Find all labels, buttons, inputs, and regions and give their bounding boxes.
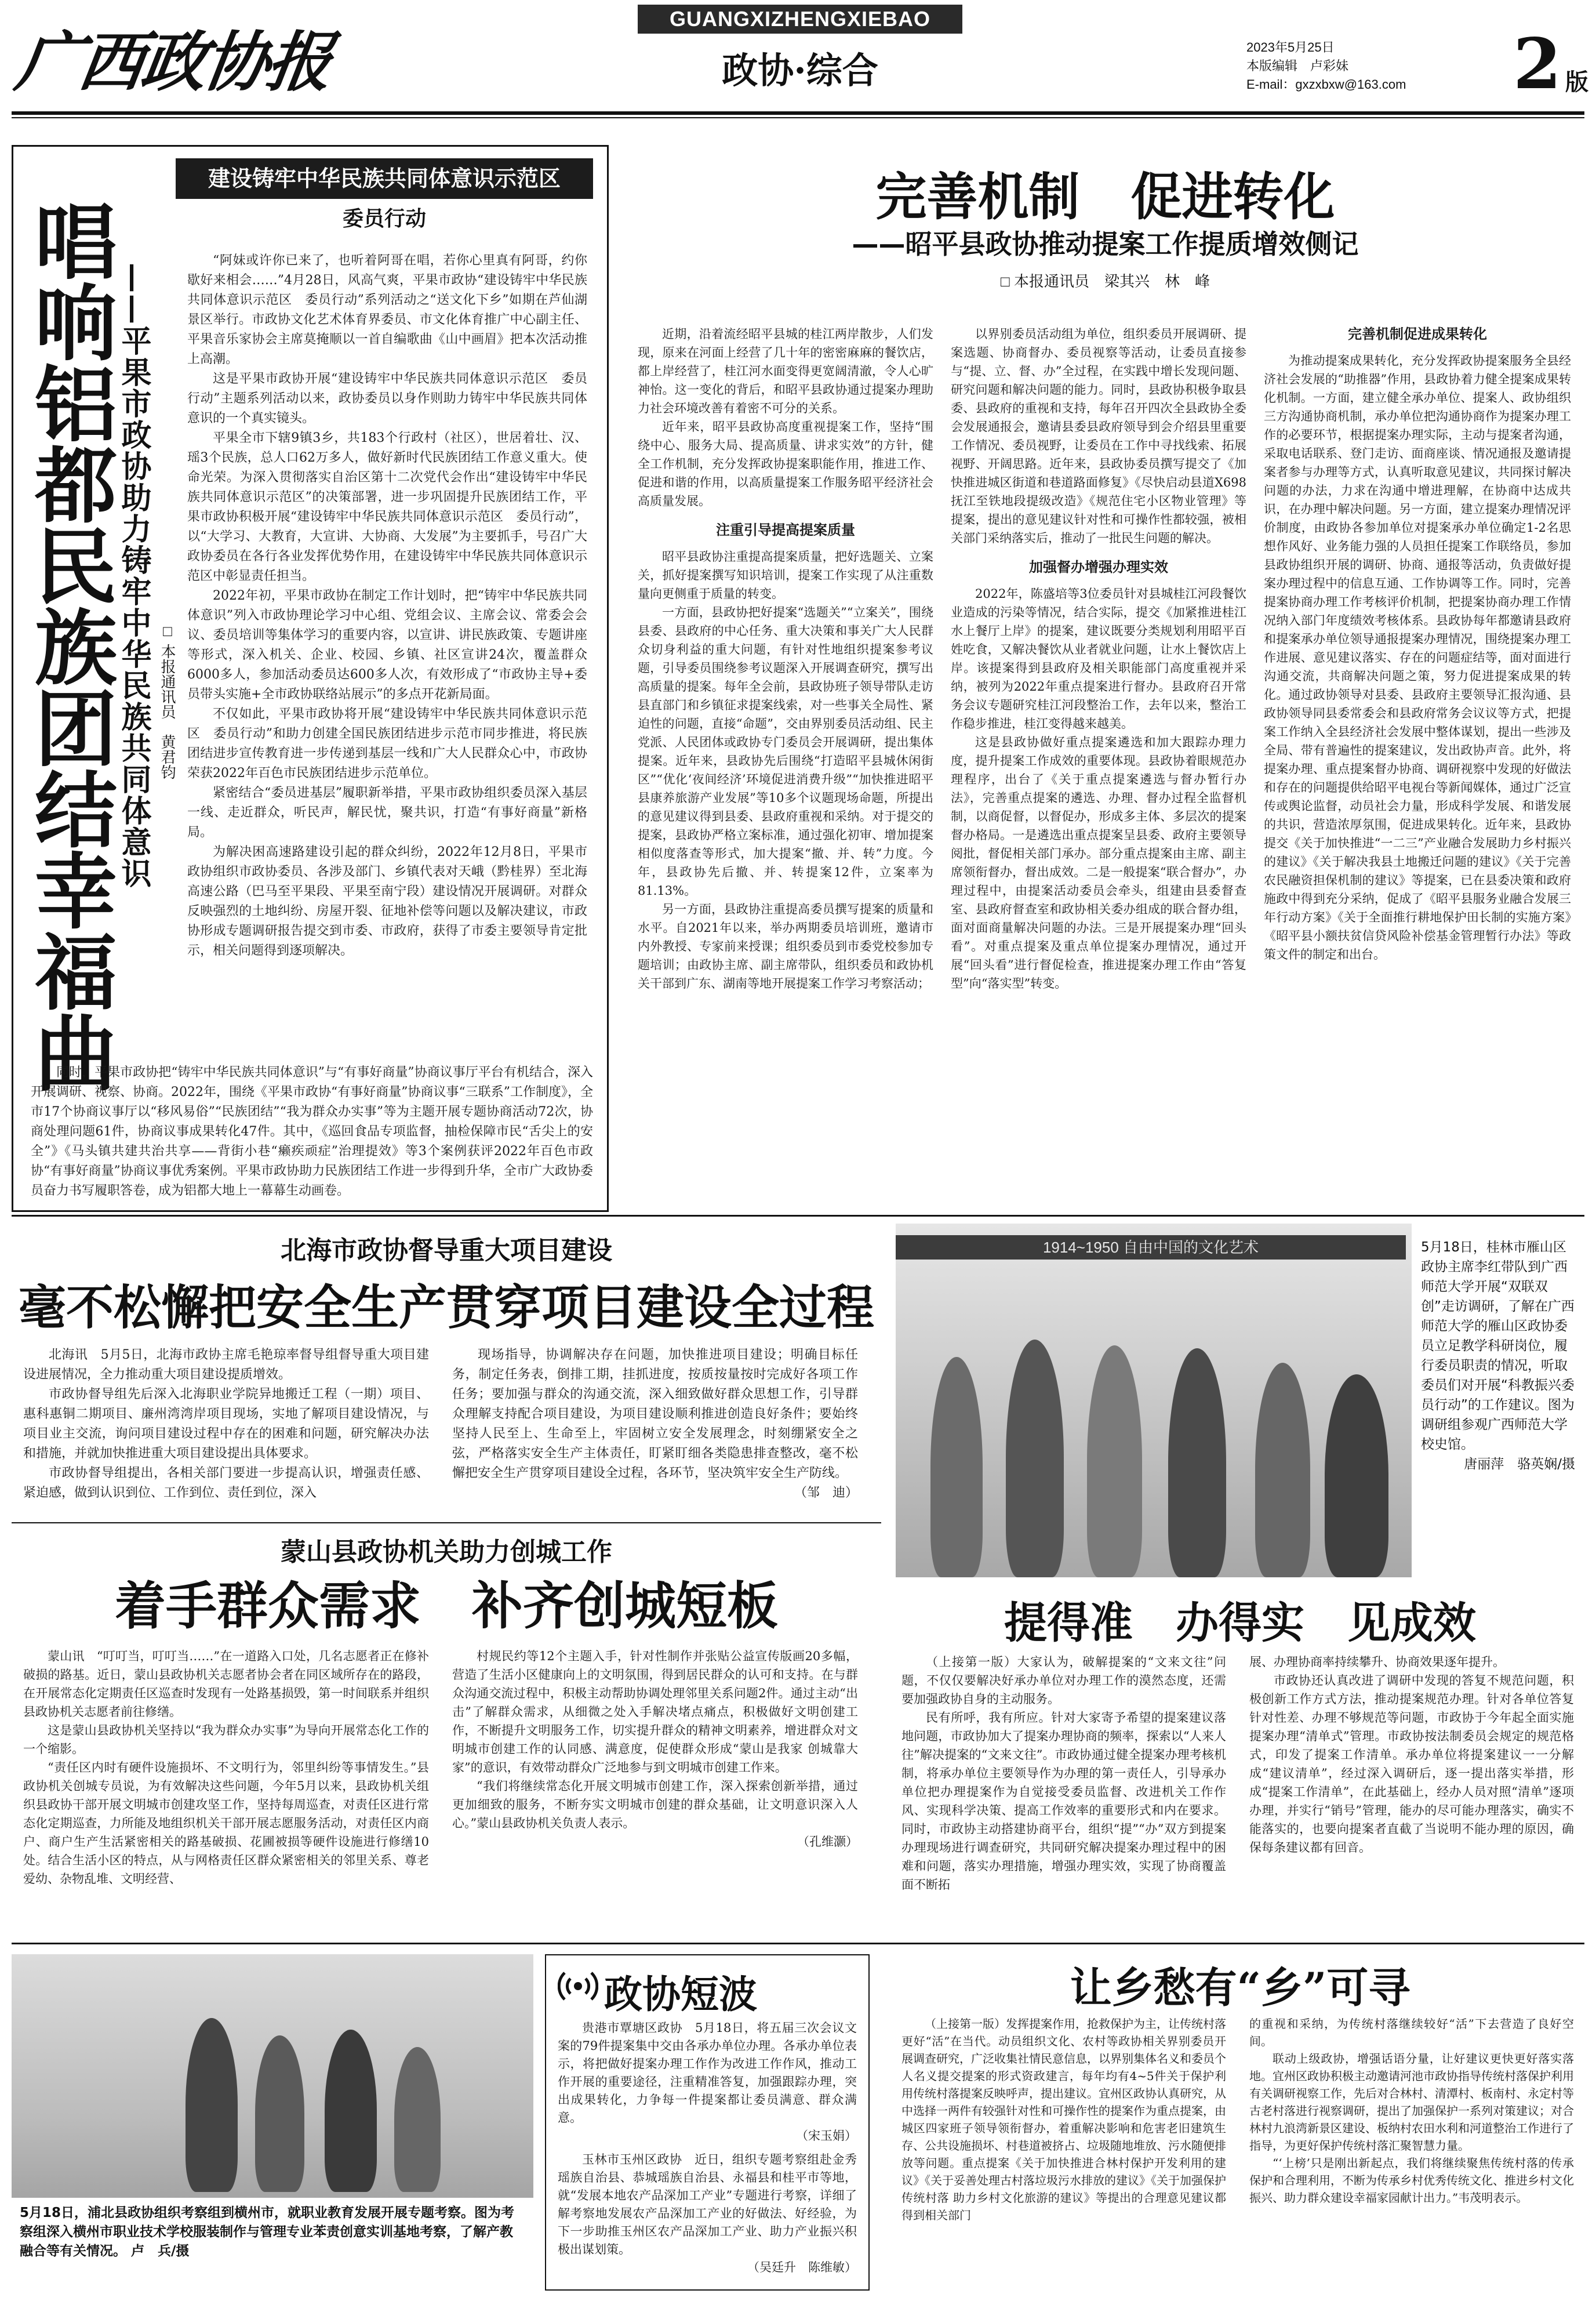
- paragraph: 不仅如此，平果市政协将开展“建设铸牢中华民族共同体意识示范区 委员行动”和助力创建全国民族团结进步示范市同步推进，将民族团结进步宣传教育进一步传递到基层一线和广大人民群众心中，市政协荣获2022年百色市民族团结进步示范单位。: [187, 707, 587, 781]
- pinyin-banner: GUANGXIZHENGXIEBAO: [638, 5, 962, 34]
- signoff: （邹 迪）: [794, 1486, 858, 1500]
- paragraph: 另一方面，县政协注重提高委员撰写提案的质量和水平。自2021年以来，举办两期委员培训班，邀请市内外教授、专家前来授课；组织委员到市委党校参加专题培训；由政协主席、副主席带队，组织委员和政协机关干部到广东、湖南等地开展提案工作学习考察活动；: [638, 902, 933, 990]
- subheading: 注重引导提高提案质量: [716, 522, 855, 538]
- paragraph: 2022年初，平果市政协在制定工作计划时，把“铸牢中华民族共同体意识”列入市政协理论学习中心组、党组会议、主席会议、常委会会议、委员培训等集体学习的重要内容，以宣讲、讲民族政策、专题讲座等形式，深入机关、企业、校园、乡镇、社区宣讲24次，覆盖群众6000多人，参加活动委员达600多人次，有效形成了“市政协主导+委员带头实施+全市政协联络站展示”的多点开花新局面。: [187, 589, 587, 702]
- briefs-title: 政协短波: [604, 1972, 757, 2017]
- paragraph: 民有所呼，我有所应。针对大家寄予希望的提案建议落地问题，市政协加大了提案办理协商的频率，探索以“人来人往”解决提案的“文来文往”。市政协通过健全提案办理考核机制，将承办单位主要领导作为办理的第一责任人，引导承办单位把办理提案作为自觉接受委员监督、改进机关工作作风、实现科学决策、提高工作效率的重要形式和内在要求。同时，市政协主动搭建协商平台，组织“提”“办”双方到提案办理现场进行调查研究，共同研究解决提案办理过程中的困难和问题，落实办理措施，增强办理实效，实现了协商覆盖面不断拓: [901, 1711, 1226, 1892]
- briefs-body: [558, 2019, 857, 2277]
- article-proposals: [896, 1589, 1584, 1937]
- article1-byline: □ 本报通讯员 黄君钧: [159, 622, 176, 780]
- photo2-credit: 卢 兵/摄: [131, 2244, 190, 2259]
- paragraph: “责任区内时有硬件设施损坏、不文明行为，邻里纠纷等事情发生。”县政协机关创城专员说，为有效解决这些问题，今年5月以来，县政协机关组织县政协干部开展文明城市创建攻坚工作，坚持每周巡查，对责任区进行常态化定期巡查，力所能及地组织机关干部开展志愿服务活动，对责任区内商户、商户生产生活紧密相关的路基破损、花圃被损等硬件设施进行修缮10处。结合生活小区的特点，从与网格责任区群众紧密相关的邻里关系、尊老爱幼、杂物乱堆、文明经营、: [23, 1761, 429, 1886]
- paragraph: （上接第一版）发挥提案作用，抢救保护为主，让传统村落更好“活”在当代。动员组织文化、农村等政协相关界别委员开展调查研究，广泛收集社情民意信息，以界别集体名义和委员个人名义提交提案的形式资政建言，每年均有4~5件关于保护利用传统村落提案反映呼声，提出建议。宜州区政协认真研究，从中选择一两件有较强针对性和可操作性的提案作为重点提案，由城区四家班子领导领衔督办，着重解决影响和危害老旧建筑生存、公共设施损坏、村巷道被挤占、垃圾随地堆放、污水随便排放等问题。重点提案《关于加快推进合林村保护开发利用的建议》《关于妥善处理古村落垃圾污水排放的建议》《关于加强保护传统村落 助力乡村文化旅游的建议》等提出的合理意见建议都得到相关部门: [901, 2017, 1226, 2222]
- article4-kicker: 蒙山县政协机关助力创城工作: [281, 1537, 612, 1567]
- paragraph: 这是蒙山县政协机关坚持以“我为群众办实事”为导向开展常态化工作的一个缩影。: [23, 1723, 429, 1756]
- article6-title: 让乡愁有“乡”可寻: [1070, 1963, 1410, 2012]
- person-figure: [1006, 1340, 1064, 1577]
- masthead: [0, 0, 1596, 116]
- paragraph: 紧密结合“委员进基层”履职新举措，平果市政协组织委员深入基层一线、走近群众，听民声，解民忧，聚共识，打造“有事好商量”新格局。: [187, 786, 587, 840]
- issue-info: [1246, 38, 1406, 94]
- brief-item: 贵港市覃塘区政协 5月18日，将五届三次会议文案的79件提案集中交由各承办单位办理。各承办单位表示，将把做好提案办理工作作为改进工作作风，推动工作开展的重要途径，注重精准答复，加强跟踪办理，突出成果转化，力争每一件提案都让委员满意、群众满意。: [558, 2021, 857, 2125]
- article1-subtitle: ——平果市政协助力铸牢中华民族共同体意识: [116, 263, 151, 889]
- paragraph: 为解决困高速路建设引起的群众纠纷，2022年12月8日，平果市政协组织市政协委员、各涉及部门、乡镇代表对天峨（黔桂界）至北海高速公路（巴马至平果段、平果至南宁段）建设情况开展调研。对群众反映强烈的土地纠纷、房屋开裂、征地补偿等问题以及解决建议，市政协形成专题调研报告提交到市委、市政府，获得了市委主要领导肯定批示，相关问题得到逐项解决。: [187, 845, 587, 958]
- article2-byline: □ 本报通讯员 梁其兴 林 峰: [1001, 273, 1210, 290]
- paragraph: 平果全市下辖9镇3乡，共183个行政村（社区），世居着壮、汉、瑶3个民族，总人口62万多人，做好新时代民族团结工作意义重大。使命光荣。为深入贯彻落实自治区第十二次党代会作出“建设铸牢中华民族共同体意识示范区”的决策部署，进一步巩固提升民族团结工作，平果市政协积极开展“建设铸牢中华民族共同体意识示范区 委员行动”，以“大学习、大教育，大宣讲、大协商、大发展”为主要抓手，号召广大政协委员在各行各业发挥优势作用，在建设铸牢中华民族共同体意识示范区中彰显责任担当。: [187, 431, 587, 583]
- subheading: 完善机制促进成果转化: [1348, 326, 1487, 342]
- article-village: [896, 1954, 1584, 2296]
- paragraph: 现场指导，协调解决存在问题，加快推进项目建设；明确目标任务，制定任务表，倒排工期，挂抓进度，按质按量按时完成好各项工作任务；要加强与群众的沟通交流，深入细致做好群众思想工作，引导群众理解支持配合项目建设，为项目建设顺利推进创造良好条件；要始终坚持人民至上、生命至上，牢固树立安全发展理念，时刻绷紧安全之弦，严格落实安全生产主体责任，盯紧盯细各类隐患排查整改，毫不松懈把安全生产贯穿项目建设全过程，各环节，坚决筑牢安全生产防线。: [452, 1348, 858, 1480]
- article3-col1: [23, 1345, 429, 1503]
- article-mengshan: [12, 1531, 881, 1937]
- article1-body-wide: [31, 1063, 593, 1201]
- masthead-rule-thin: [12, 117, 1584, 118]
- article4-title: 着手群众需求 补齐创城短板: [114, 1576, 778, 1636]
- section-title: 政协·综合: [722, 49, 878, 92]
- paragraph: 以界别委员活动组为单位，组织委员开展调研、提案选题、协商督办、委员视察等活动，让委员直接参与“提、立、督、办”全过程，在实践中增长发现问题、研究问题和解决问题的能力。同时，县政协积极争取县委、县政府的重视和支持，每年召开四次全县政协全委会发展通报会，邀请县委县政府领导到会介绍县里重要工作情况、委员视野，让委员在工作中寻找线索、拓展视野、开阔思路。近年来，县政协委员撰写提交了《加快推进城区街道和巷道路面修复》《尽快启动县道X698抚江至铁地段提级改造》《规范住宅小区物业管理》等提案，提出的意见建议针对性和可操作性都较强，被相关部门采纳落实后，推动了一批民生问题的解决。: [951, 327, 1246, 545]
- section-divider: [12, 1522, 881, 1523]
- paragraph: 同时，平果市政协把“铸牢中华民族共同体意识”与“有事好商量”协商议事厅平台有机结合，深入开展调研、视察、协商。2022年，围绕《平果市政协“有事好商量”协商议事“三联系”工作制度》，全市17个协商议事厅以“移风易俗”“民族团结”“我为群众办实事”等为主题开展专题协商活动72次，协商处理问题61件，协商议事成果转化47件。其中，《巡回食品专项监督，抽检保障市民“舌尖上的安全”》《马头镇共建共治共享——背街小巷“癞疾顽症”治理提效》等3个案例获评2022年百色市政协“有事好商量”协商议事优秀案例。平果市政协助力民族团结工作进一步得到升华，全市广大政协委员奋力书写履职答卷，成为铝都大地上一幕幕生动画卷。: [31, 1065, 593, 1198]
- paragraph: 昭平县政协注重提高提案质量，把好选题关、立案关，抓好提案撰写知识培训，提案工作实现了从注重数量向更侧重于质量的转变。: [638, 550, 933, 601]
- article5-col1: [901, 1653, 1226, 1894]
- paragraph: 一方面，县政协把好提案“选题关”“立案关”，围绕县委、县政府的中心任务、重大决策和事关广大人民群众切身利益的重大问题，有针对性地组织提案参考议题，引导委员围绕参考议题深入开展调查研究，撰写出高质量的提案。每年全会前，县政协班子领导带队走访县直部门和乡镇征求提案线索，对一些事关全局性、紧迫性的问题，直接“命题”，交由界别委员活动组、民主党派、人民团体或政协专门委员会开展调研，提出集体提案。近年来，县政协先后围绕“打造昭平县城休闲街区”“优化‘夜间经济’环境促进消费升级”“加快推进昭平县康养旅游产业发展”等10多个议题现场命题，所提出的意见建议得到县委、县政府重视和采纳。对于提交的提案，县政协严格立案标准，通过强化初审、增加提案相似度落查等形式，加大提案“撤、并、转”力度。今年，县政协先后撤、并、转提案12件，立案率为81.13%。: [638, 605, 933, 898]
- paragraph: “‘上榜’只是刚出新起点，我们将继续聚焦传统村落的传承保护和合理利用，不断为传承乡村优秀传统文化、推进乡村文化振兴、助力群众建设幸福家园献计出力。”韦茂明表示。: [1249, 2156, 1574, 2205]
- article5-title: 提得准 办得实 见成效: [1004, 1598, 1476, 1648]
- paragraph: 市政协督导组先后深入北海职业学院异地搬迁工程（一期）项目、惠科惠铜二期项目、廉州湾湾岸项目现场，实地了解项目建设情况，与项目业主交流，询问项目建设过程中存在的困难和问题，研究解决办法和措施，并就加快推进重大项目建设提出具体要求。: [23, 1387, 429, 1461]
- article2-col3: [1264, 325, 1571, 964]
- article5-col2: [1249, 1653, 1574, 1857]
- masthead-rule: [12, 111, 1584, 115]
- brief-author: （宋玉娟）: [796, 2129, 857, 2143]
- article-beihai: [12, 1224, 881, 1514]
- newspaper-logo: 广西政协报: [11, 24, 335, 100]
- article-pingguo: [12, 145, 609, 1212]
- article3-title: 毫不松懈把安全生产贯穿项目建设全过程: [18, 1280, 874, 1335]
- paragraph: 2022年，陈盛培等3位委员针对县城桂江河段餐饮业造成的污染等情况，结合实际，提交《加紧推进桂江水上餐厅上岸》的提案，建议既要分类规划利用昭平百姓吃食，又解决餐饮从业者就业问题，让水上餐饮店上岸。该提案得到县政府及相关职能部门高度重视并采纳，被列为2022年重点提案进行督办。县政府召开常务会议专题研究桂江河段整治工作，去年以来，整治工作稳步推进，桂江变得越来越美。: [951, 587, 1246, 731]
- photo-campus-history-museum: [896, 1224, 1584, 1577]
- article2-subtitle: ——昭平县政协推动提案工作提质增效侧记: [852, 228, 1359, 260]
- photo2-caption: 5月18日，浦北县政协组织考察组到横州市，就职业教育发展开展专题考察。图为考察组深入横州市职业技术学校服装制作与管理专业苯责创意实训基地考察，了解产教融合等有关情况。: [20, 2205, 515, 2259]
- person-figure: [1255, 1363, 1310, 1577]
- section-divider: [12, 1943, 1584, 1944]
- page-suffix: 版: [1565, 69, 1588, 96]
- page-editor: 本版编辑 卢彩妹: [1246, 59, 1349, 73]
- photo2-caption-box: [12, 2198, 533, 2279]
- article2-col1: [638, 325, 933, 993]
- broadcast-icon-svg: [558, 1966, 598, 2006]
- paragraph: 近期，沿着流经昭平县城的桂江两岸散步，人们发现，原来在河面上经营了几十年的密密麻麻的餐饮店，都上岸经营了，桂江河水面变得更宽阔清澈，令人心旷神怡。这一变化的背后，和昭平县政协通过提案办理助力社会环境改善有着密不可分的关系。: [638, 327, 933, 415]
- broadcast-icon: [558, 1966, 598, 2006]
- paragraph: 这是县政协做好重点提案遴选和加大跟踪办理力度，提升提案工作成效的重要体现。县政协着眼规范办理程序，出台了《关于重点提案遴选与督办暂行办法》，完善重点提案的遴选、办理、督办过程全监督机制，以商促督，以督促办，形成多主体、多层次的提案督办格局。一是遴选出重点提案呈县委、政府主要领导阅批，督促相关部门承办。部分重点提案由主席、副主席领衔督办，督出成效。二是一般提案“联合督办”，办理过程中，由提案活动委员会牵头，组建由县委督查室、县政府督查室和政协相关委办组成的联合督办组，面对面商量解决问题的办法。三是开展提案办理“回头看”。对重点提案及重点单位提案办理情况，通过开展“回头看”进行督促检查，推进提案办理工作由“答复型”向“落实型”转变。: [951, 735, 1246, 990]
- photo1-credit: 唐丽萍 骆英娴/摄: [1464, 1457, 1575, 1472]
- subheading: 加强督办增强办理实效: [1029, 559, 1168, 575]
- museum-banner: 1914~1950 自由中国的文化艺术: [896, 1235, 1406, 1260]
- photo1-caption: 5月18日，桂林市雁山区政协主席李红带队到广西师范大学开展“双联双创”走访调研，了解在广西师范大学的雁山区政协委员立足教学科研岗位，履行委员职责的情况，听取委员们对开展“科教振兴委员行动”的工作建议。图为调研组参观广西师范大学校史馆。: [1421, 1240, 1575, 1452]
- signoff: （孔维灏）: [797, 1835, 858, 1849]
- person-figure: [1087, 1345, 1142, 1577]
- person-figure: [1168, 1348, 1226, 1577]
- article6-col2: [1249, 2015, 1574, 2206]
- article-zhaoping: [626, 139, 1584, 1206]
- paragraph: “阿妹或许你已来了，也听着阿哥在唱，若你心里真有阿哥，约你歇好来相会……”4月28日，风高气爽，平果市政协“建设铸牢中华民族共同体意识示范区 委员行动”系列活动之“送文化下乡”如期在芦仙湖景区举行。市政协文化艺术体育界委员、市文化体育推广中心副主任、平果音乐家协会主席莫掩顺以一首自编歌曲《山中画眉》把本次活动推上高潮。: [187, 253, 587, 366]
- article3-col2: [452, 1345, 858, 1503]
- paragraph: “我们将继续常态化开展文明城市创建工作，深入探索创新举措，通过更加细致的服务，不断夯实文明城市创建的群众基础，让文明意识深入人心。”蒙山县政协机关负责人表示。: [452, 1779, 858, 1830]
- news-briefs: [545, 1954, 870, 2291]
- article3-kicker: 北海市政协督导重大项目建设: [281, 1236, 612, 1265]
- person-figure: [255, 2035, 304, 2192]
- issue-date: 2023年5月25日: [1246, 40, 1335, 55]
- paragraph: 展、办理协商率持续攀升、协商效果逐年提升。: [1249, 1655, 1505, 1669]
- contact-email: E-mail：gxzxbxw@163.com: [1246, 77, 1406, 92]
- section-divider: [12, 1215, 1584, 1217]
- paragraph: 为推动提案成果转化，充分发挥政协提案服务全县经济社会发展的“助推器”作用，县政协着力健全提案成果转化机制。一方面，建立健全承办单位、提案人、政协组织三方沟通协商机制，承办单位把沟通协商作为提案办理工作的必要环节，根据提案办理实际，主动与提案者沟通，采取电话联系、登门走访、面商座谈、情况通报及邀请提案者参与办理等方式，认真听取意见建议，共同探讨解决问题的办法，力求在沟通中增进理解，在协商中达成共识，在办理中解决问题。另一方面，建立提案办理情况评价制度，由政协各参加单位对提案承办单位确定1-2名思想作风好、业务能力强的人员担任提案工作联络员，参加县政协组织开展的调研、协商、通报等活动，负责做好提案办理过程中的信息互通、工作协调等工作。同时，完善提案协商办理工作考核评价机制，把提案协商办理工作情况纳入部门年度绩效考核体系。县政协每年都邀请县政府和提案承办单位领导通报提案办理情况，围绕提案办理工作进展、意见建议落实、存在的问题症结等，面对面进行沟通交流，共商解决问题之策，努力促进提案成果的转化。通过政协领导对县委、县政府主要领导汇报沟通、县政协领导同县委常委会和县政府常务会议议等方式，把提案工作纳入全县经济社会发展中整体谋划，提出一些涉及全局、带有普遍性的提案建议，发出政协声音。此外，将提案办理、重点提案督办协商、调研视察中发现的好做法和存在的问题提供给昭平电视台等新闻媒体，通过广泛宣传或舆论监督，动员社会力量，形成科学发展、和谐发展的共识，营造浓厚氛围，促进成果转化。近年来，县政协提交《关于加快推进“一二三”产业融合发展助力乡村振兴的建议》《关于解决我县土地搬迁问题的建议》《关于完善农民融资担保机制的建议》等提案，已在县委决策和政府施政中得到充分采纳，促成了《昭平县服务业融合发展三年行动方案》《关于全面推行耕地保护田长制的实施方案》《昭平县小额扶贫信贷风险补偿基金管理暂行办法》等政策文件的制定和出台。: [1264, 354, 1571, 961]
- article4-col1: [23, 1647, 429, 1888]
- page-number: 2: [1513, 23, 1562, 105]
- article1-title: 唱响铝都民族团结幸福曲: [21, 199, 117, 1092]
- article6-col1: [901, 2015, 1226, 2224]
- person-figure: [930, 1357, 983, 1577]
- article1-kicker-sub: 委员行动: [342, 207, 426, 231]
- article1-kicker: 建设铸牢中华民族共同体意识示范区: [176, 158, 593, 199]
- brief-item: 玉林市玉州区政协 近日，组织专题考察组赴金秀瑶族自治县、恭城瑶族自治县、永福县和桂平市等地，就“发展本地农产品深加工产业”专题进行考察，详细了解考察地发展农产品深加工产业的好做法、好经验，为下一步助推玉州区农产品深加工产业、助力产业振兴积极出谋划策。: [558, 2153, 857, 2256]
- person-figure: [394, 2047, 441, 2192]
- paragraph: 近年来，昭平县政协高度重视提案工作，坚持“围绕中心、服务大局、提高质量、讲求实效”的方针，健全工作机制，充分发挥政协提案职能作用，推进工作、促进和谐的作用，以高质量提案工作服务昭平经济社会高质量发展。: [638, 420, 933, 508]
- paragraph: 村规民约等12个主题入手，针对性制作并张贴公益宣传版画20多幅，营造了生活小区健康向上的文明氛围，得到居民群众的认可和支持。在与群众沟通交流过程中，积极主动帮助协调处理邻里关系问题2件。通过主动“出击”了解群众需求，从细微之处入手解决堵点痛点，积极做好文明创建工作，不断提升文明服务工作，切实提升群众的精神文明素养，增进群众对文明城市创建工作的认同感、满意度，促使群众形成“蒙山是我家 创城靠大家”的意识，有效带动群众广泛地参与到文明城市创建工作来。: [452, 1649, 858, 1774]
- paragraph: （上接第一版）大家认为，破解提案的“文来文往”问题，不仅仅要解决好承办单位对办理工作的漠然态度，还需要加强政协自身的主动服务。: [901, 1655, 1226, 1706]
- brief-author: （吴廷升 陈维敏）: [747, 2260, 857, 2274]
- article2-title: 完善机制 促进转化: [875, 166, 1335, 227]
- article1-body: [187, 251, 587, 961]
- person-figure: [186, 2018, 238, 2192]
- person-figure: [325, 2030, 377, 2192]
- paragraph: 蒙山讯 “叮叮当，叮叮当……”在一道路入口处，几名志愿者正在修补破损的路基。近日，蒙山县政协机关志愿者协会者在同区域所存在的路段，在开展常态化定期责任区巡查时发现有一处路基损毁，第一时间联系并组织县政协机关志愿者前往修缮。: [23, 1649, 429, 1719]
- paragraph: 这是平果市政协开展“建设铸牢中华民族共同体意识示范区 委员行动”主题系列活动以来，政协委员以身作则助力铸牢中华民族共同体意识的一个真实镜头。: [187, 372, 587, 426]
- paragraph: 联动上级政协，增强话语分量，让好建议更快更好落实落地。宜州区政协积极主动邀请河池市政协指导传统村落保护利用有关调研视察工作，先后对合林村、清潭村、板南村、永定村等古老村落进行视察调研，提出了加强保护一系列对策建议；对合林村九浪湾新景区建设、板纳村农田水利和河道整治工作进行了指导，为更好保护传统村落汇聚智慧力量。: [1249, 2052, 1574, 2153]
- paragraph: 北海讯 5月5日，北海市政协主席毛艳琼率督导组督导重大项目建设进展情况，全力推动重大项目建设提质增效。: [23, 1348, 429, 1382]
- photo1-caption-box: [1412, 1224, 1584, 1577]
- paragraph: 的重视和采纳，为传统村落继续较好“活”下去营造了良好空间。: [1249, 2017, 1574, 2048]
- article2-col2: [951, 325, 1246, 993]
- paragraph: 市政协还认真改进了调研中发现的答复不规范问题，积极创新工作方式方法，推动提案规范办理。针对各单位答复针对性差、办理不够规范等问题，市政协于今年起全面实施提案办理“清单式”管理。市政协按法制委员会规定的规范格式，印发了提案工作清单。承办单位将提案建议一一分解成“建议清单”，经过深入调研后，逐一提出落实举措，形成“提案工作清单”，在此基础上，经办人员对照“清单”逐项办理，并实行“销号”管理，能办的尽可能办理落实，确实不能落实的，也要向提案者直截了当说明不能办理的原因，确保每条建议都有回音。: [1249, 1674, 1574, 1854]
- person-figure: [1325, 1374, 1388, 1577]
- article4-col2: [452, 1647, 858, 1851]
- photo-vocational-school: [12, 1954, 533, 2279]
- paragraph: 市政协督导组提出，各相关部门要进一步提高认识，增强责任感、紧迫感，做到认识到位、工作到位、责任到位，深入: [23, 1466, 429, 1500]
